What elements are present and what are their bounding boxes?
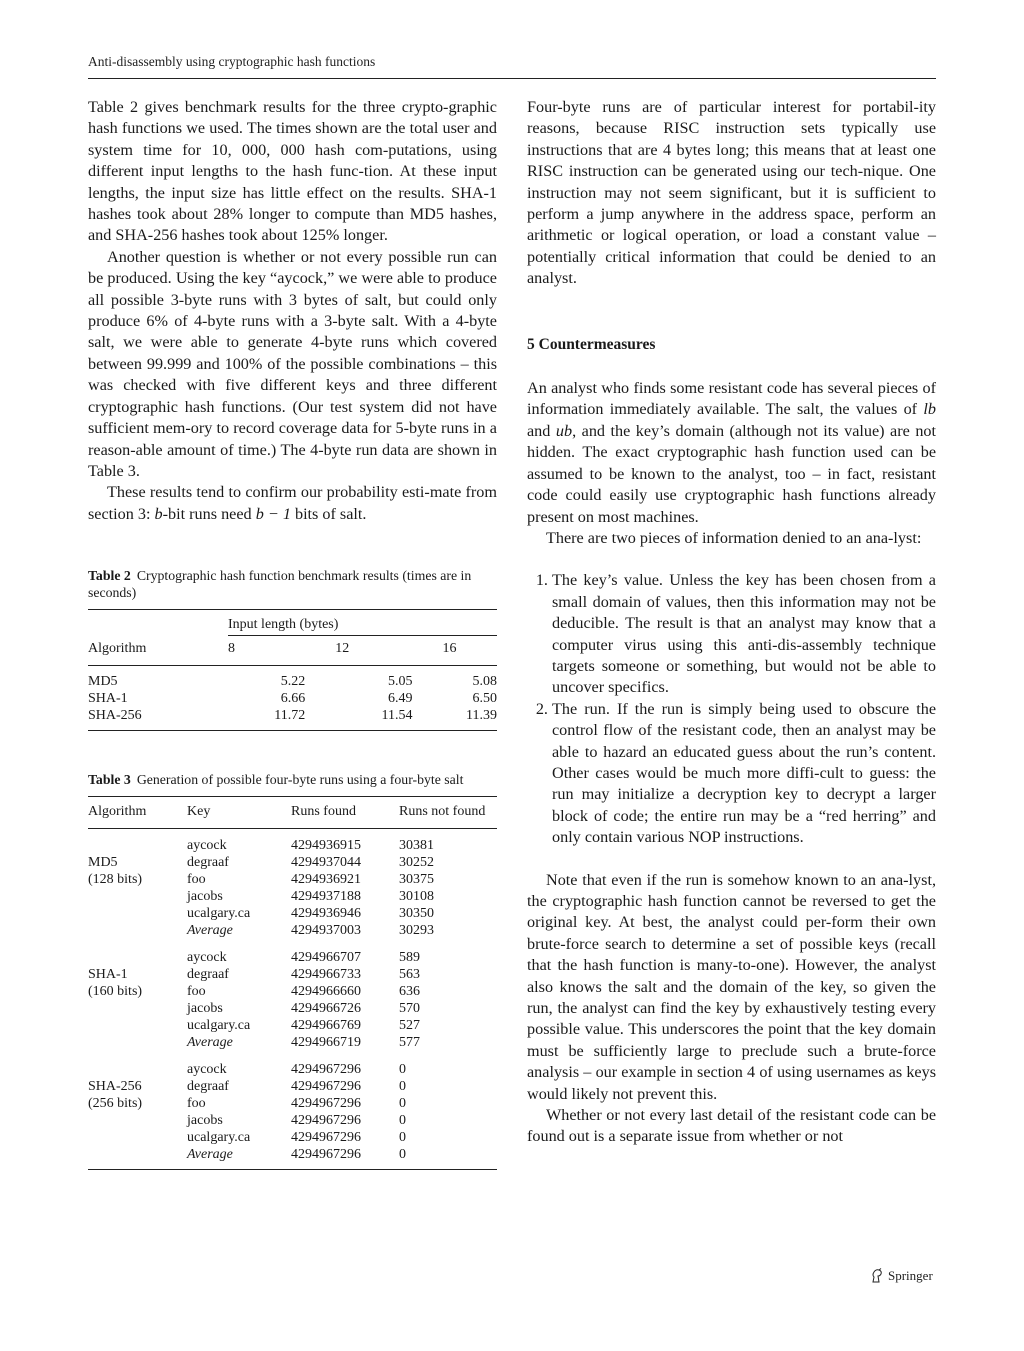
table-cell: foo [187, 872, 206, 888]
table-cell: foo [187, 1096, 206, 1112]
table-cell: 4294936921 [291, 872, 361, 888]
numbered-list [527, 570, 936, 848]
table-cell: degraaf [187, 967, 229, 983]
table-cell [88, 1129, 187, 1146]
right-paragraph-1: Four-byte runs are of particular interest for portabil-ity reasons, because RISC instruction sets typically use instructions that are 4 bytes long; this means that at least one RISC instruction can be generated using our tech-nique. One instruction may not seem significant, but it is sufficient to perform a jump anywhere in the address space, perform an arithmetic or logical operation, or load a constant value – potentially critical information that could be denied to an analyst. [527, 98, 936, 288]
table-cell: 30252 [399, 855, 434, 871]
table-cell: aycock [187, 838, 227, 854]
table-cell [88, 1000, 187, 1017]
running-title: Anti-disassembly using cryptographic hash functions [88, 54, 376, 69]
table-2-algorithm-header: Algorithm [88, 640, 147, 656]
table-cell: 4294967296 [291, 1147, 361, 1163]
table-row [88, 666, 497, 691]
table-cell [88, 1034, 187, 1051]
table-cell: Average [187, 1147, 233, 1163]
table-row [88, 871, 497, 888]
table-row [88, 1112, 497, 1129]
publisher-name: Springer [888, 1268, 933, 1283]
right-paragraph-3: There are two pieces of information denied to an ana-lyst: [546, 528, 922, 547]
table-cell: 4294966707 [291, 950, 361, 966]
table-3-block [88, 771, 497, 1170]
table-cell [88, 888, 187, 905]
table-cell: 30108 [399, 889, 434, 905]
table-cell [88, 829, 187, 855]
table-cell: 577 [399, 1035, 420, 1051]
table-cell: 4294967296 [291, 1079, 361, 1095]
table-cell: jacobs [187, 1001, 223, 1017]
table-row [88, 707, 497, 731]
table-cell: 0 [399, 1062, 406, 1078]
table-row [88, 854, 497, 871]
table-cell: 0 [399, 1130, 406, 1146]
table-2-block [88, 567, 497, 731]
table-cell: jacobs [187, 1113, 223, 1129]
table-cell: 4294966769 [291, 1018, 361, 1034]
table-row [88, 1017, 497, 1034]
table-cell: 4294937003 [291, 923, 361, 939]
table-cell: 6.66 [280, 691, 306, 707]
table-row [88, 1000, 497, 1017]
table-cell: 4294937188 [291, 889, 361, 905]
table-row [88, 966, 497, 983]
table-cell: ucalgary.ca [187, 1018, 251, 1034]
table-cell: 6.50 [472, 691, 497, 707]
table-2 [88, 609, 497, 731]
table-row [88, 1051, 497, 1078]
table-cell [88, 1051, 187, 1078]
table-cell [88, 1017, 187, 1034]
table-3-header-algorithm: Algorithm [88, 804, 147, 820]
table-cell: aycock [187, 1062, 227, 1078]
table-cell: (160 bits) [88, 984, 143, 1000]
table-3-caption: Table 3 Generation of possible four-byte runs using a four-byte salt [88, 772, 464, 788]
table-cell: 4294966660 [291, 984, 361, 1000]
table-2-caption: Table 2 Cryptographic hash function benchmark results (times are in seconds) [88, 568, 472, 601]
left-column [88, 97, 497, 1170]
table-cell: 0 [399, 1096, 406, 1112]
table-cell: 4294967296 [291, 1096, 361, 1112]
table-cell: 5.05 [388, 674, 413, 690]
table-cell [88, 939, 187, 966]
table-cell: 30381 [399, 838, 434, 854]
table-cell [88, 1146, 187, 1170]
table-cell: 570 [399, 1001, 420, 1017]
table-2-length-header: 8 [228, 641, 235, 657]
table-2-length-header: 16 [442, 641, 457, 657]
table-cell: 4294967296 [291, 1113, 361, 1129]
table-cell: degraaf [187, 1079, 229, 1095]
table-cell: 30293 [399, 923, 434, 939]
table-cell [88, 1112, 187, 1129]
table-row [88, 1095, 497, 1112]
table-3-header-runs-found: Runs found [291, 804, 356, 820]
table-cell: (128 bits) [88, 872, 143, 888]
left-paragraph-3: These results tend to confirm our probability esti-mate from section 3: b-bit runs need b − 1 bits of salt. [88, 483, 497, 523]
header-rule [88, 78, 936, 79]
table-cell: degraaf [187, 855, 229, 871]
table-cell: jacobs [187, 889, 223, 905]
table-cell: SHA-256 [88, 708, 142, 724]
table-row [88, 1146, 497, 1170]
table-row [88, 922, 497, 939]
list-item: 1. The key’s value. Unless the key has been chosen from a small domain of values, then this information may not be deducible. The result is that an analyst may know that a computer virus using this anti-dis-assembly technique targets someone or something, but would not be able to uncover specifics. [552, 570, 936, 698]
list-item: 2. The run. If the run is simply being used to obscure the control flow of the resistant code, then an analyst may be able to hazard an educated guess about the run’s content. Other cases would be much more diffi-cult to guess: the run may initialize a decryption key to decrypt a larger block of code; the entire run may be a “red herring” and only contain various NOP instructions. [552, 699, 936, 849]
table-cell: MD5 [88, 674, 118, 690]
table-cell: 4294967296 [291, 1130, 361, 1146]
table-3-header-runs-not-found: Runs not found [399, 804, 486, 820]
right-paragraph-5: Whether or not every last detail of the resistant code can be found out is a separate issue from whether or not [527, 1106, 936, 1146]
springer-horse-icon [870, 1268, 884, 1284]
right-paragraph-2: An analyst who finds some resistant code has several pieces of information immediately available. The salt, the values of lb and ub, and the key’s domain (although not its value) are not hidden. The exact cryptographic hash function used can be assumed to be known to the analyst, too – in fact, resistant code could easily use cryptographic hash functions already present on most machines. [527, 379, 937, 526]
table-cell: SHA-256 [88, 1079, 142, 1095]
table-cell: 4294966733 [291, 967, 361, 983]
table-cell: aycock [187, 950, 227, 966]
table-cell: (256 bits) [88, 1096, 143, 1112]
table-3-header-key: Key [187, 804, 211, 820]
table-cell: 5.22 [280, 674, 306, 690]
publisher-footer [870, 1268, 933, 1284]
table-cell: 11.39 [466, 708, 497, 724]
table-row [88, 939, 497, 966]
table-cell: 636 [399, 984, 420, 1000]
section-heading: 5 Countermeasures [527, 335, 656, 353]
table-row [88, 983, 497, 1000]
table-cell: Average [187, 1035, 233, 1051]
table-cell: MD5 [88, 855, 118, 871]
table-cell: 0 [399, 1079, 406, 1095]
table-cell: ucalgary.ca [187, 906, 251, 922]
table-row [88, 690, 497, 707]
table-cell: 30375 [399, 872, 434, 888]
table-cell: 4294966726 [291, 1001, 361, 1017]
table-cell: 4294937044 [291, 855, 361, 871]
left-paragraph-2: Another question is whether or not every possible run can be produced. Using the key “aycock,” we were able to produce all possible 3-byte runs with 3 bytes of salt, but could only produce 6% of 4-byte runs with a 3-byte salt. With a 4-byte salt, we were able to generate 4-byte runs which covered between 99.999 and 100% of the possible combinations – this was checked with five different keys and three different cryptographic hash functions. (Our test system did not have sufficient mem-ory to record coverage data for 5-byte runs in a reason-able amount of time.) The 4-byte run data are shown in Table 3. [88, 247, 497, 480]
table-cell: Average [187, 923, 233, 939]
table-cell: 5.08 [472, 674, 497, 690]
table-cell: foo [187, 984, 206, 1000]
table-row [88, 829, 497, 855]
table-cell: 11.72 [274, 708, 306, 724]
table-row [88, 888, 497, 905]
table-row [88, 905, 497, 922]
table-cell: 30350 [399, 906, 434, 922]
table-cell: 527 [399, 1018, 420, 1034]
left-paragraph-1: Table 2 gives benchmark results for the three crypto-graphic hash functions we used. The times shown are the total user and system time for 10, 000, 000 hash com-putations, using different input lengths to the hash func-tion. At these input lengths, the input size has little effect on the results. SHA-1 hashes took about 28% longer to compute than MD5 hashes, and SHA-256 hashes took about 125% longer. [88, 98, 497, 245]
table-cell: 563 [399, 967, 420, 983]
table-cell: 0 [399, 1147, 406, 1163]
table-cell [88, 922, 187, 939]
table-3 [88, 796, 497, 1170]
table-cell: SHA-1 [88, 691, 128, 707]
right-column [527, 97, 936, 1148]
table-cell: SHA-1 [88, 967, 128, 983]
right-paragraph-4: Note that even if the run is somehow known to an ana-lyst, the cryptographic hash function cannot be reversed to get the original key. At best, the analyst could per-form their own brute-force search to determine a set of possible keys (recall that the hash function is many-to-one). However, the analyst also knows the salt and the domain of the key, so given the run, the analyst can find the key by exhaustively testing every possible value. This underscores the point that the key domain must be sufficiently large to preclude such a brute-force analysis – our example in section 4 of using usernames as keys would likely not prevent this. [527, 870, 936, 1103]
table-cell: 11.54 [381, 708, 413, 724]
table-cell: ucalgary.ca [187, 1130, 251, 1146]
table-cell: 589 [399, 950, 420, 966]
table-row [88, 1034, 497, 1051]
table-cell: 4294936915 [291, 838, 361, 854]
table-cell: 0 [399, 1113, 406, 1129]
table-cell: 6.49 [388, 691, 413, 707]
table-cell [88, 905, 187, 922]
table-2-group-header: Input length (bytes) [228, 610, 497, 636]
table-row [88, 1129, 497, 1146]
table-cell: 4294967296 [291, 1062, 361, 1078]
table-cell: 4294966719 [291, 1035, 361, 1051]
table-row [88, 1078, 497, 1095]
table-2-length-header: 12 [335, 641, 350, 657]
table-cell: 4294936946 [291, 906, 361, 922]
